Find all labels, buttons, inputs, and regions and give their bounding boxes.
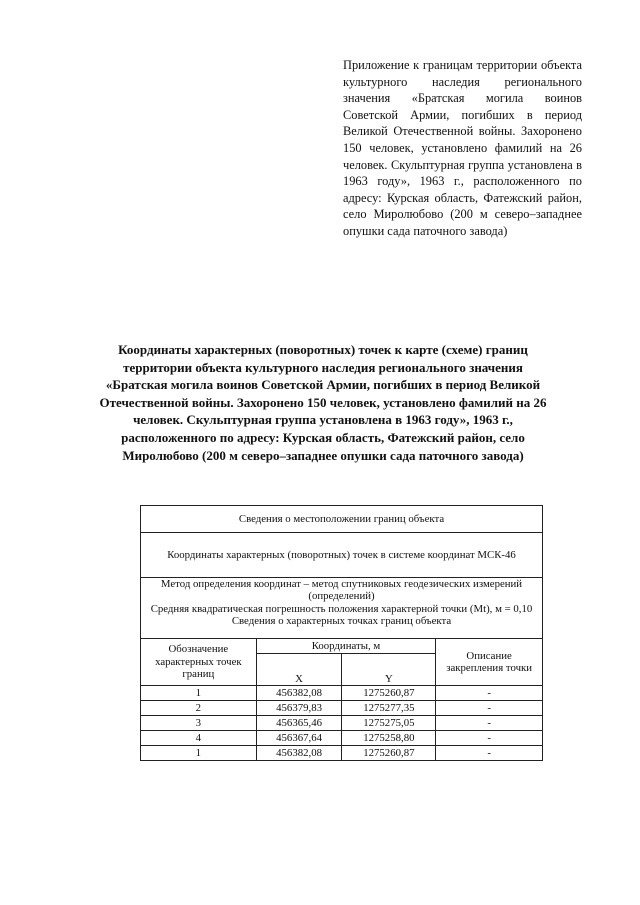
point-y: 1275275,05 [342,716,436,731]
point-description: - [436,731,543,746]
point-id: 1 [141,686,257,701]
point-x: 456367,64 [256,731,342,746]
point-id: 3 [141,716,257,731]
accuracy-text: Средняя квадратическая погрешность положения характерной точки (Mt), м = 0,10 [150,602,533,615]
header-description: Описание закрепления точки [436,639,543,686]
table-row [141,731,543,746]
table-title: Сведения о местоположении границ объекта [141,506,543,533]
table-row [141,716,543,731]
point-y: 1275258,80 [342,731,436,746]
table-row [141,746,543,761]
appendix-note: Приложение к границам территории объекта культурного наследия регионального значения «Братская могила воинов Советской Армии, погибших в период Великой Отечественной войны. Захоронено 150 человек, установлено фамилий на 26 человек. Скульптурная группа установлена в 1963 году», 1963 г., расположенного по адресу: Курская область, Фатежский район, село Миролюбово (200 м северо–западнее опушки сада паточного завода) [343,58,582,238]
point-y: 1275260,87 [342,686,436,701]
points-title: Сведения о характерных точках границ объекта [231,615,452,628]
header-y: Y [342,654,436,686]
point-x: 456379,83 [256,701,342,716]
coordinates-table [140,505,543,761]
method-text: Метод определения координат – метод спутниковых геодезических измерений (определений) [160,578,523,603]
point-description: - [436,746,543,761]
point-id: 4 [141,731,257,746]
table-row [141,701,543,716]
point-x: 456382,08 [256,746,342,761]
point-x: 456365,46 [256,716,342,731]
point-id: 2 [141,701,257,716]
header-coordinates: Координаты, м [256,639,436,654]
point-id: 1 [141,746,257,761]
point-description: - [436,716,543,731]
header-designation: Обозначение характерных точек границ [141,639,257,686]
method-cell [141,578,543,639]
document-heading: Координаты характерных (поворотных) точек к карте (схеме) границ территории объекта культурного наследия регионального значения «Братская могила воинов Советской Армии, погибших в период Великой Отечественной войны. Захоронено 150 человек, установлено фамилий на 26 человек. Скульптурная группа установлена в 1963 году», 1963 г., расположенного по адресу: Курская область, Фатежский район, село Миролюбово (200 м северо–западнее опушки сада паточного завода) [99,342,547,463]
point-description: - [436,701,543,716]
point-y: 1275260,87 [342,746,436,761]
point-y: 1275277,35 [342,701,436,716]
point-x: 456382,08 [256,686,342,701]
coordinate-system-cell: Координаты характерных (поворотных) точек в системе координат МСК-46 [141,533,543,578]
point-description: - [436,686,543,701]
header-x: X [256,654,342,686]
table-row [141,686,543,701]
